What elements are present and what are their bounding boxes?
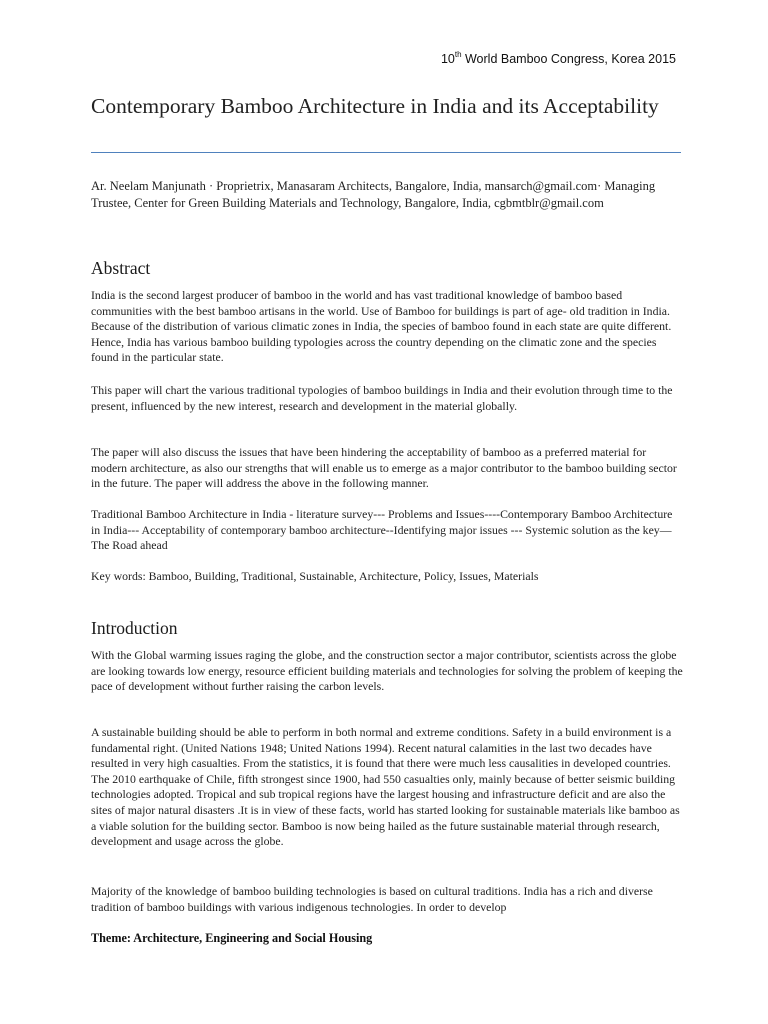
keywords: Key words: Bamboo, Building, Traditional, Sustainable, Architecture, Policy, Issues, Materials [91,569,539,583]
introduction-paragraph-3: Majority of the knowledge of bamboo building technologies is based on cultural traditions. India has a rich and diverse tradition of bamboo buildings with various indigenous technologies. In order to develop [91,884,653,914]
title-divider [91,152,681,153]
abstract-paragraph-1: India is the second largest producer of bamboo in the world and has vast traditional knowledge of bamboo based communities with the best bamboo artisans in the world. Use of Bamboo for buildings is part of age- old tradition in India. Because of the distribution of various climatic zones in India, the species of bamboo found in each state are quite different. Hence, India has various bamboo building typologies across the country depending on the climatic zone and the species found in the particular state. [91,288,672,365]
introduction-paragraph-2: A sustainable building should be able to perform in both normal and extreme conditions. Safety in a build environment is a fundamental right. (United Nations 1948; United Nations 1994). Recent natural calamities in the last two decades have resulted in very high casualties. From the statistics, it is found that there were much less causalities in developed countries. The 2010 earthquake of Chile, fifth strongest since 1900, had 550 casualties only, mainly because of better seismic building technologies adopted. Tropical and sub tropical regions have the largest housing and infrastructure deficit and are also the sites of major natural disasters .It is in view of these facts, world has started looking for sustainable materials like bamboo as a viable solution for the building sector. Bamboo is now being hailed as the future sustainable material through research, development and usage across the globe. [91,725,680,849]
abstract-heading: Abstract [91,258,151,278]
author-affiliation: Ar. Neelam Manjunath · Proprietrix, Manasaram Architects, Bangalore, India, mansarch@gmail.com· Managing Trustee, Center for Green Building Materials and Technology, Bangalore, India, cgbmtblr@gmail.com [91,179,656,210]
introduction-paragraph-1: With the Global warming issues raging the globe, and the construction sector a major contributor, scientists across the globe are looking towards low energy, resource efficient building materials and technologies for solving the problem of keeping the pace of development without further raising the carbon levels. [91,648,683,694]
abstract-paragraph-4: Traditional Bamboo Architecture in India - literature survey--- Problems and Issues----Contemporary Bamboo Architecture in India--- Acceptability of contemporary bamboo architecture--Identifying major issues --- Systemic solution as the key—The Road ahead [91,507,673,553]
header-ordinal-suffix: th [454,50,462,59]
abstract-paragraph-3: The paper will also discuss the issues that have been hindering the acceptability of bamboo as a preferred material for modern architecture, as also our strengths that will enable us to emerge as a major contributor to the bamboo building sector in the future. The paper will address the above in the following manner. [91,445,677,491]
introduction-heading: Introduction [91,618,178,638]
conference-header [441,52,676,66]
paper-title: Contemporary Bamboo Architecture in India and its Acceptability [91,94,659,118]
theme-line: Theme: Architecture, Engineering and Social Housing [91,931,373,945]
header-number: 10 [440,52,455,66]
abstract-paragraph-2: This paper will chart the various traditional typologies of bamboo buildings in India and their evolution through time to the present, influenced by the new interest, research and development in the material globally. [91,383,673,413]
header-conference-name: World Bamboo Congress, Korea 2015 [461,52,676,66]
